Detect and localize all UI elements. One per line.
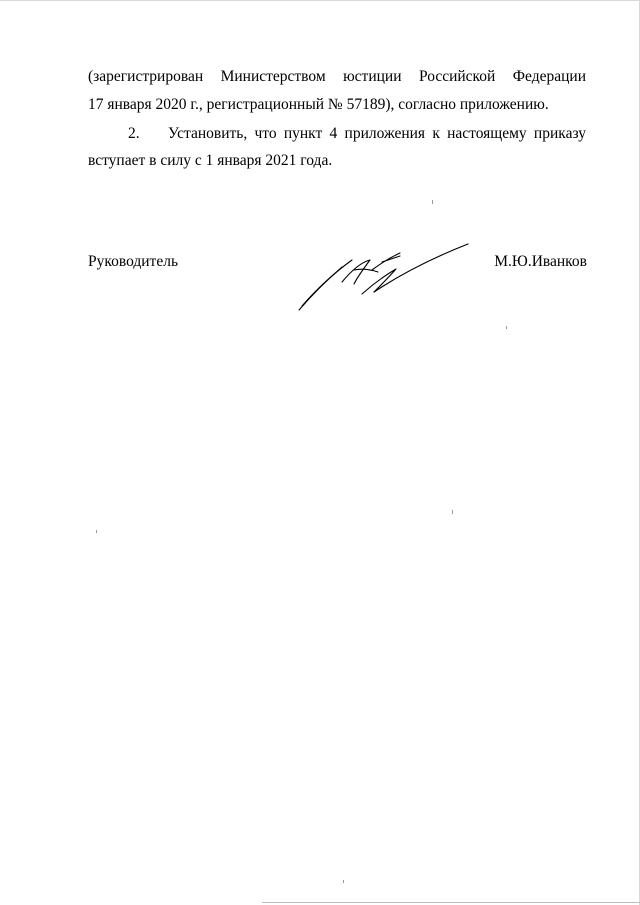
paragraph-1-line-2: 17 января 2020 г., регистрационный № 57189), согласно приложению. [88,96,549,113]
page-edge-bottom [262,902,640,903]
scan-artifact [96,530,97,533]
page-edge-top [0,0,640,1]
paragraph-1-line-1: (зарегистрирован Министерством юстиции Российской Федерации [88,68,586,85]
scan-artifact [432,200,433,204]
paragraph-2-text: Установить, что пункт 4 приложения к настоящему приказу [168,125,586,142]
handwritten-signature [292,240,472,315]
paragraph-2-number: 2. [128,125,140,142]
signatory-position: Руководитель [88,253,179,270]
scan-artifact [506,326,507,329]
paragraph-2-line-1 [88,124,586,144]
paragraph-2-line-2: вступает в силу с 1 января 2021 года. [88,152,333,169]
scan-artifact [452,510,453,514]
scan-artifact [343,880,344,883]
signatory-name: М.Ю.Иванков [494,253,587,270]
